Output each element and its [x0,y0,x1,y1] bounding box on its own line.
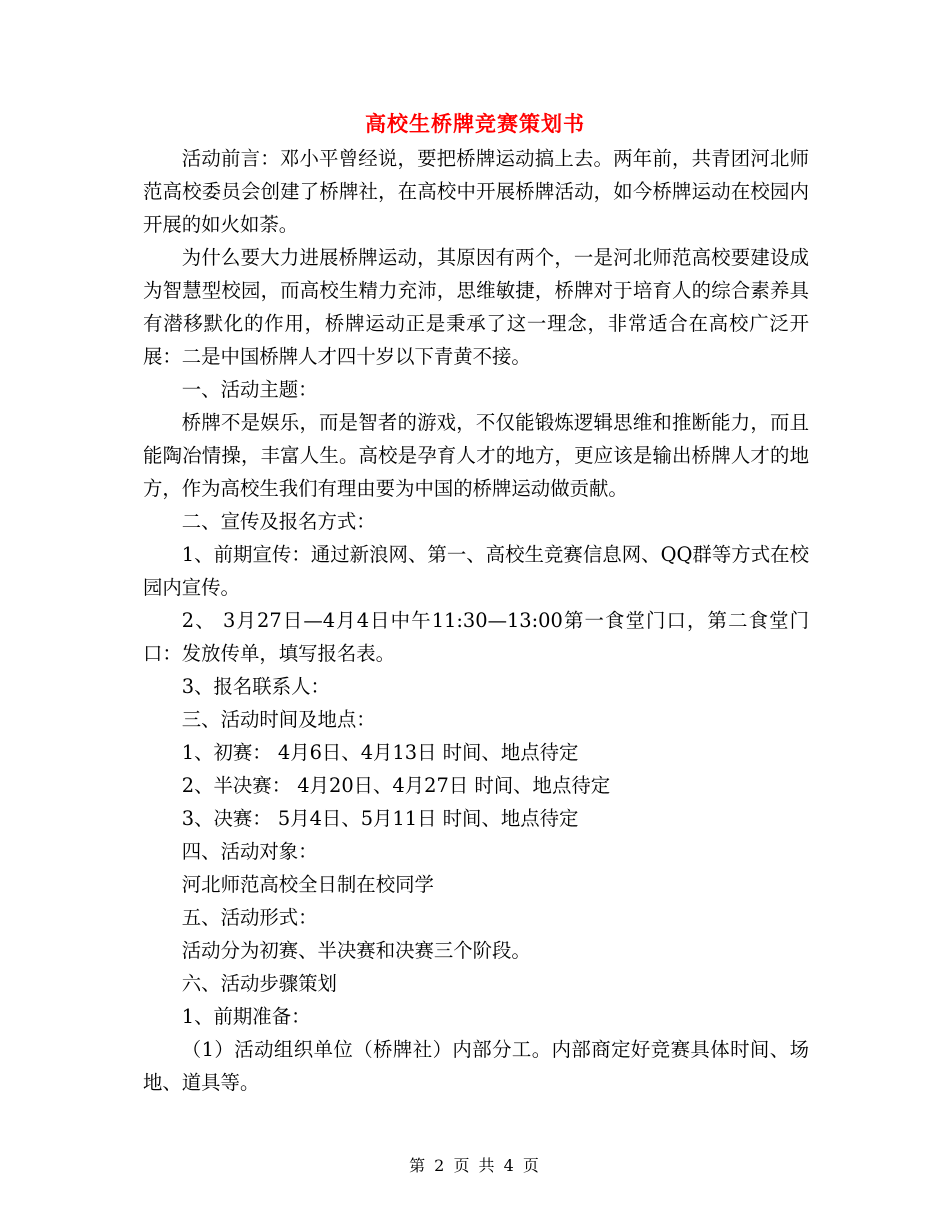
heading-theme: 一、活动主题： [181,378,318,401]
schedule-semifinal: 2、半决赛： 4月20日、4月27日 时间、地点待定 [181,774,611,797]
page-footer: 第 2 页 共 4 页 [409,1156,541,1175]
paragraph-theme: 桥牌不是娱乐，而是智者的游戏，不仅能锻炼逻辑思维和推断能力，而且能陶冶情操，丰富人生。高校是孕育人才的地方，更应该是输出桥牌人才的地方，作为高校生我们有理由要为中国的桥牌运动做贡献。 [143,411,809,500]
paragraph-publicity-1: 1、前期宣传：通过新浪网、第一、高校生竞赛信息网、QQ群等方式在校园内宣传。 [143,543,809,599]
paragraph-reasons: 为什么要大力进展桥牌运动，其原因有两个，一是河北师范高校要建设成为智慧型校园，而高校生精力充沛，思维敏捷，桥牌对于培育人的综合素养具有潜移默化的作用，桥牌运动正是秉承了这一理念，非常适合在高校广泛开展：二是中国桥牌人才四十岁以下青黄不接。 [143,246,809,368]
paragraph-preparation-1: （1）活动组织单位（桥牌社）内部分工。内部商定好竞赛具体时间、场地、道具等。 [143,1038,809,1094]
paragraph-preface: 活动前言：邓小平曾经说，要把桥牌运动搞上去。两年前，共青团河北师范高校委员会创建了桥牌社，在高校中开展桥牌活动，如今桥牌运动在校园内开展的如火如荼。 [143,147,809,236]
paragraph-publicity-3: 3、报名联系人： [181,675,330,698]
heading-audience: 四、活动对象： [181,840,318,863]
heading-steps: 六、活动步骤策划 [181,972,337,995]
document-body [143,142,809,1099]
document-title: 高校生桥牌竞赛策划书 [365,111,585,136]
heading-format: 五、活动形式： [181,906,318,929]
paragraph-audience: 河北师范高校全日制在校同学 [181,873,434,896]
paragraph-format: 活动分为初赛、半决赛和决赛三个阶段。 [181,939,531,962]
schedule-prelim: 1、初赛： 4月6日、4月13日 时间、地点待定 [181,741,579,764]
schedule-final: 3、决赛： 5月4日、5月11日 时间、地点待定 [181,807,579,830]
heading-preparation: 1、前期准备： [181,1005,311,1028]
paragraph-publicity-2: 2、 3月27日—4月4日中午11:30—13:00第一食堂门口，第二食堂门口：发放传单，填写报名表。 [143,609,809,665]
heading-schedule: 三、活动时间及地点： [181,708,376,731]
heading-publicity: 二、宣传及报名方式： [181,510,376,533]
